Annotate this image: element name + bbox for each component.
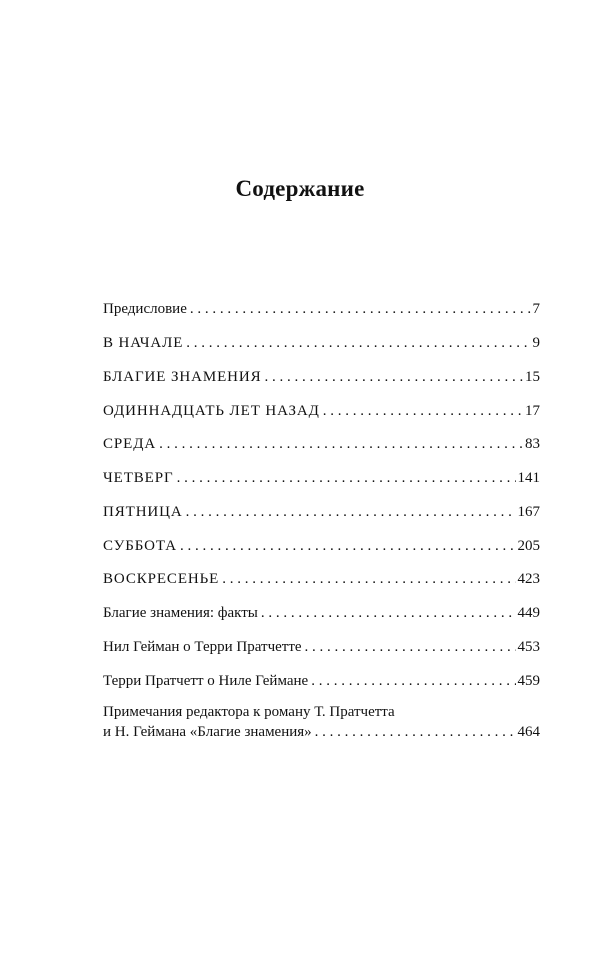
toc-entry [103,672,540,690]
toc-entry-label-line2: и Н. Геймана «Благие знамения» [103,724,312,740]
toc-leader-dots [315,723,516,741]
toc-entry [103,503,540,521]
toc-entry-label: Терри Пратчетт о Ниле Геймане [103,673,309,689]
toc-entry-page: 7 [532,301,540,317]
toc-entry-page: 453 [517,639,540,655]
toc-leader-dots [265,368,523,386]
toc-entry-page: 423 [517,571,540,587]
toc-entry [103,334,540,352]
toc-entry-label: СУББОТА [103,538,177,554]
toc-entry-page: 9 [532,335,540,351]
toc-entry-label: СРЕДА [103,436,157,452]
toc-entry [103,469,540,487]
toc-entry-page: 83 [525,436,540,452]
toc-entry [103,368,540,386]
toc-entry-label: ВОСКРЕСЕНЬЕ [103,571,220,587]
toc-entry [103,638,540,656]
toc-entry-label: БЛАГИЕ ЗНАМЕНИЯ [103,369,262,385]
toc-leader-dots [311,672,515,690]
toc-entry-page: 205 [517,538,540,554]
toc-entry-label: ЧЕТВЕРГ [103,470,174,486]
toc-leader-dots [186,503,516,521]
toc-leader-dots [190,300,531,318]
toc-leader-dots [186,334,530,352]
toc-entry [103,537,540,555]
toc-entry-label: ПЯТНИЦА [103,504,183,520]
toc-entry-label: ОДИННАДЦАТЬ ЛЕТ НАЗАД [103,403,320,419]
toc-entry-label-line1: Примечания редактора к роману Т. Пратчетта [103,704,395,720]
toc-leader-dots [222,570,515,588]
toc-leader-dots [323,402,523,420]
toc-entry-label: Предисловие [103,301,187,317]
toc-entry [103,435,540,453]
toc-entry-label: Благие знамения: факты [103,605,258,621]
toc-entry-page: 464 [517,724,540,740]
toc-leader-dots [261,604,516,622]
toc-entry-page: 459 [517,673,540,689]
toc-leader-dots [159,435,523,453]
toc-entry [103,604,540,622]
toc-entry [103,570,540,588]
toc-entry-page: 167 [517,504,540,520]
toc-leader-dots [305,638,516,656]
toc-entry-page: 141 [517,470,540,486]
toc-entry [103,723,540,741]
toc-entry [103,300,540,318]
toc-entry-page: 17 [525,403,540,419]
toc-entry-page: 449 [517,605,540,621]
toc-entry-label: Нил Гейман о Терри Пратчетте [103,639,302,655]
toc-entry-page: 15 [525,369,540,385]
toc-entry [103,402,540,420]
toc-leader-dots [177,469,516,487]
toc-title: Содержание [235,176,365,201]
toc-entry-label: В НАЧАЛЕ [103,335,184,351]
toc-leader-dots [180,537,516,555]
